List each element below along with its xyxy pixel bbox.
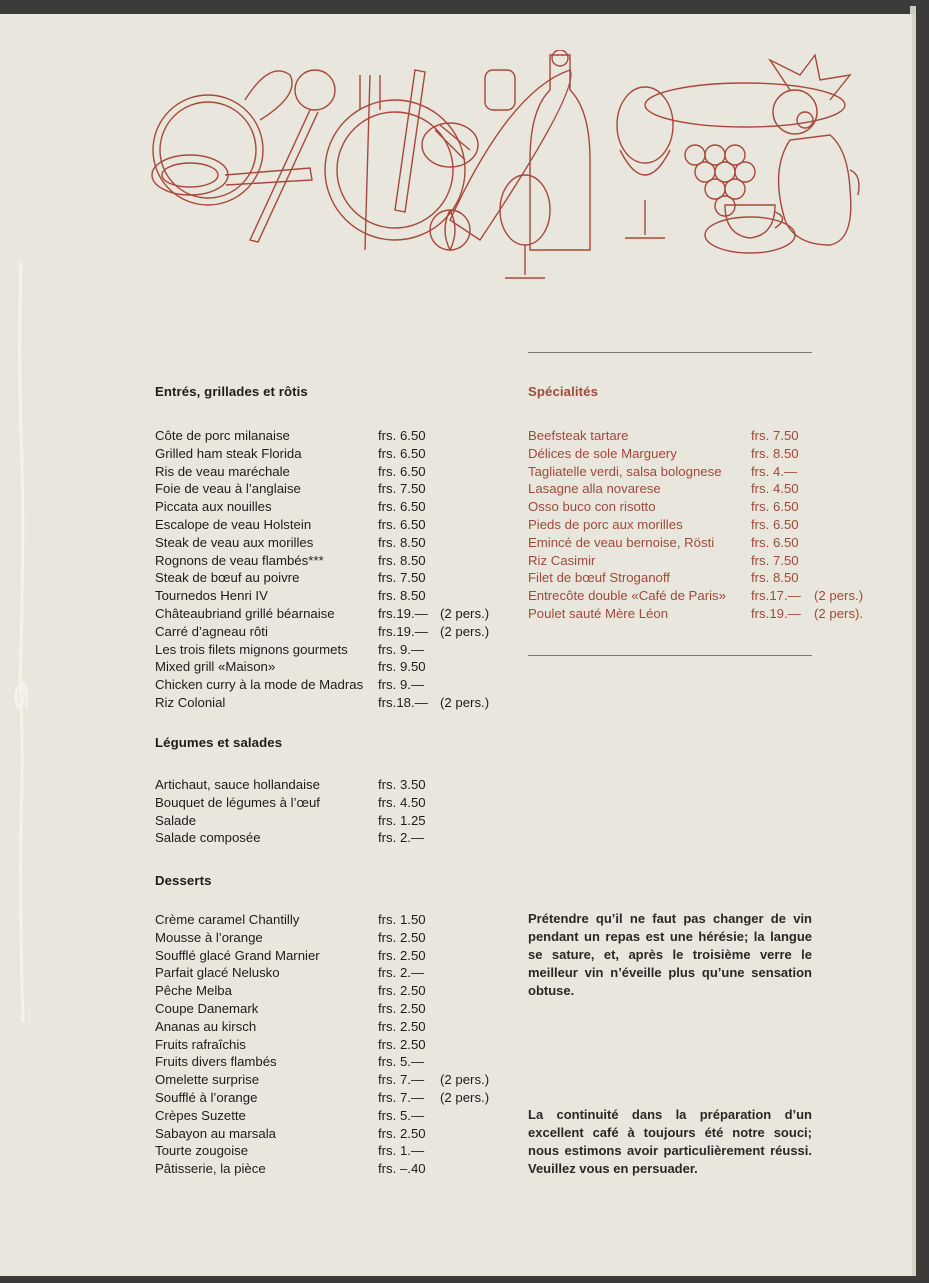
- menu-item-price: frs. 6.50: [751, 516, 799, 532]
- specialites-list: [528, 427, 878, 623]
- menu-item: [155, 1160, 515, 1178]
- menu-item-name: Riz Colonial: [155, 694, 226, 710]
- menu-item-name: Côte de porc milanaise: [155, 428, 290, 443]
- menu-page: [0, 14, 916, 1276]
- menu-item-price: frs. 9.50: [378, 659, 426, 675]
- menu-item-price: frs.18.—: [378, 694, 428, 710]
- menu-item-name: Tourte zougoise: [155, 1143, 249, 1159]
- binding-cord: [14, 262, 28, 1022]
- menu-item-name: Osso buco con risotto: [528, 499, 656, 515]
- menu-item-name: Sabayon au marsala: [155, 1125, 276, 1141]
- menu-item-name: Entrecôte double «Café de Paris»: [528, 588, 726, 604]
- menu-item: [528, 605, 878, 623]
- menu-item: [155, 829, 515, 847]
- menu-item-price: frs. 6.50: [378, 445, 426, 461]
- menu-item-name: Fruits rafraîchis: [155, 1036, 246, 1052]
- menu-item-price: frs. 7.50: [378, 481, 426, 497]
- menu-item-name: Ananas au kirsch: [155, 1018, 257, 1034]
- menu-item-price: frs. 1.—: [378, 1143, 425, 1159]
- menu-item: [155, 794, 515, 812]
- menu-item-name: Coupe Danemark: [155, 1000, 259, 1016]
- menu-item: [155, 1142, 515, 1160]
- menu-item-price: frs. 2.50: [378, 1018, 426, 1034]
- menu-item: [155, 964, 515, 982]
- menu-item-price: frs. 1.25: [378, 812, 426, 828]
- menu-item: [155, 982, 515, 1000]
- menu-item-price: frs. 5.—: [378, 1054, 425, 1070]
- menu-item-name: Mixed grill «Maison»: [155, 659, 276, 675]
- menu-item-price: frs. 6.50: [378, 463, 426, 479]
- menu-item-name: Escalope de veau Holstein: [155, 516, 312, 532]
- menu-item-price: frs. 6.50: [378, 516, 426, 532]
- menu-item-name: Pieds de porc aux morilles: [528, 516, 683, 532]
- menu-item-price: frs.19.—: [751, 605, 801, 621]
- menu-item-price: frs.19.—: [378, 605, 428, 621]
- menu-item: [155, 605, 515, 623]
- menu-item-name: Châteaubriand grillé béarnaise: [155, 605, 335, 621]
- menu-item-name: Délices de sole Marguery: [528, 445, 677, 461]
- section-title-legumes: Légumes et salades: [155, 735, 283, 750]
- menu-item-price: frs. 2.—: [378, 830, 425, 846]
- food-illustration: [150, 50, 860, 290]
- menu-item-name: Artichaut, sauce hollandaise: [155, 777, 320, 792]
- menu-item-price: frs. 8.50: [751, 445, 799, 461]
- menu-item-price: frs. 7.50: [751, 428, 799, 443]
- menu-item-name: Bouquet de légumes à l’œuf: [155, 794, 320, 810]
- menu-item: [528, 427, 878, 445]
- menu-item-price: frs. 6.50: [378, 499, 426, 515]
- menu-item-name: Piccata aux nouilles: [155, 499, 272, 515]
- menu-item-price: frs. 5.—: [378, 1107, 425, 1123]
- coffee-quote: La continuité dans la préparation d’un excellent café à toujours été notre souci; nous estimons avoir particulièrement réussi. Veuillez vous en persuader.: [528, 1107, 812, 1176]
- menu-item-price: frs. 2.—: [378, 965, 425, 981]
- section-title-specialites: Spécialités: [528, 384, 599, 399]
- menu-item-name: Lasagne alla novarese: [528, 481, 661, 497]
- menu-item: [155, 694, 515, 712]
- menu-item-name: Les trois filets mignons gourmets: [155, 641, 348, 657]
- menu-item-name: Filet de bœuf Stroganoff: [528, 570, 670, 586]
- menu-item-name: Rognons de veau flambés***: [155, 552, 324, 568]
- menu-item: [155, 1071, 515, 1089]
- divider-bottom: [528, 655, 812, 656]
- menu-item: [155, 1000, 515, 1018]
- menu-item: [155, 1036, 515, 1054]
- menu-item-price: frs. 9.—: [378, 641, 425, 657]
- menu-item-name: Crèpes Suzette: [155, 1107, 246, 1123]
- menu-item: [528, 516, 878, 534]
- menu-item: [155, 587, 515, 605]
- menu-item-price: frs.17.—: [751, 588, 801, 604]
- menu-item: [155, 552, 515, 570]
- menu-item-name: Soufflé à l’orange: [155, 1089, 258, 1105]
- menu-item: [528, 534, 878, 552]
- desserts-list: [155, 911, 515, 1178]
- menu-item-name: Riz Casimir: [528, 552, 596, 568]
- menu-item-price: frs. 7.50: [751, 552, 799, 568]
- menu-item-name: Fruits divers flambés: [155, 1054, 277, 1070]
- menu-item-price: frs. 4.50: [751, 481, 799, 497]
- menu-item: [155, 641, 515, 659]
- menu-item-note: (2 pers.): [440, 1072, 490, 1088]
- menu-item: [155, 480, 515, 498]
- menu-item-name: Pâtisserie, la pièce: [155, 1161, 266, 1177]
- menu-item: [155, 1107, 515, 1125]
- menu-item-price: frs. 6.50: [378, 428, 426, 443]
- menu-item-note: (2 pers.): [440, 1089, 490, 1105]
- menu-item: [155, 676, 515, 694]
- menu-item-note: (2 pers.): [440, 605, 490, 621]
- menu-item-name: Mousse à l’orange: [155, 929, 263, 945]
- menu-item: [155, 623, 515, 641]
- menu-item-name: Grilled ham steak Florida: [155, 445, 302, 461]
- menu-item-name: Tournedos Henri IV: [155, 588, 268, 604]
- wine-quote: Prétendre qu’il ne faut pas changer de vin pendant un repas est une hérésie; la langue se sature, et, après le troisième verre le meilleur vin n’éveille plus qu’une sensation obtuse.: [528, 911, 812, 998]
- menu-item: [155, 776, 515, 794]
- menu-item: [528, 587, 878, 605]
- menu-item-price: frs.19.—: [378, 623, 428, 639]
- menu-item-name: Steak de bœuf au poivre: [155, 570, 300, 586]
- menu-item: [155, 569, 515, 587]
- menu-item-price: frs. 8.50: [378, 534, 426, 550]
- menu-item: [155, 929, 515, 947]
- menu-item-price: frs. 8.50: [378, 588, 426, 604]
- menu-item-price: frs. 8.50: [751, 570, 799, 586]
- menu-item-price: frs. 4.—: [751, 463, 798, 479]
- menu-item-price: frs. 1.50: [378, 912, 426, 927]
- menu-item-price: frs. 9.—: [378, 677, 425, 693]
- menu-item: [528, 463, 878, 481]
- menu-item-price: frs. 2.50: [378, 1125, 426, 1141]
- menu-item-name: Emincé de veau bernoise, Rösti: [528, 534, 715, 550]
- menu-item-name: Soufflé glacé Grand Marnier: [155, 947, 320, 963]
- menu-item-price: frs. 2.50: [378, 929, 426, 945]
- menu-item: [155, 947, 515, 965]
- legumes-list: [155, 776, 515, 847]
- menu-item-price: frs. 2.50: [378, 1036, 426, 1052]
- menu-item: [155, 534, 515, 552]
- menu-item: [155, 516, 515, 534]
- menu-item-name: Beefsteak tartare: [528, 428, 629, 443]
- menu-item-note: (2 pers.): [814, 588, 864, 604]
- menu-item: [155, 498, 515, 516]
- menu-item: [155, 1018, 515, 1036]
- menu-item: [528, 445, 878, 463]
- menu-item: [155, 1125, 515, 1143]
- menu-item-name: Parfait glacé Nelusko: [155, 965, 280, 981]
- menu-item-name: Poulet sauté Mère Léon: [528, 605, 669, 621]
- menu-item: [155, 463, 515, 481]
- menu-item: [155, 445, 515, 463]
- menu-item: [155, 911, 515, 929]
- menu-item: [155, 812, 515, 830]
- menu-item: [528, 552, 878, 570]
- menu-item-name: Omelette surprise: [155, 1072, 260, 1088]
- section-title-entrees: Entrés, grillades et rôtis: [155, 384, 308, 399]
- section-title-desserts: Desserts: [155, 873, 212, 888]
- menu-item-name: Crème caramel Chantilly: [155, 912, 300, 927]
- menu-item-price: frs. 2.50: [378, 947, 426, 963]
- menu-item-name: Salade: [155, 812, 197, 828]
- menu-item-note: (2 pers.): [440, 623, 490, 639]
- menu-item-price: frs. 7.—: [378, 1089, 425, 1105]
- menu-item-price: frs. –.40: [378, 1161, 426, 1177]
- divider-top: [528, 352, 812, 353]
- menu-item-price: frs. 7.—: [378, 1072, 425, 1088]
- menu-item-name: Chicken curry à la mode de Madras: [155, 677, 364, 693]
- menu-item-name: Salade composée: [155, 830, 261, 846]
- menu-item: [155, 658, 515, 676]
- menu-item: [155, 427, 515, 445]
- menu-item: [528, 498, 878, 516]
- menu-item-price: frs. 3.50: [378, 777, 426, 792]
- menu-item-price: frs. 7.50: [378, 570, 426, 586]
- entrees-list: [155, 427, 515, 712]
- menu-item-price: frs. 6.50: [751, 499, 799, 515]
- menu-item-note: (2 pers).: [814, 605, 864, 621]
- menu-item-name: Pêche Melba: [155, 983, 232, 999]
- menu-item-name: Carré d’agneau rôti: [155, 623, 268, 639]
- menu-item-name: Tagliatelle verdi, salsa bolognese: [528, 463, 722, 479]
- menu-item: [528, 480, 878, 498]
- menu-item-price: frs. 6.50: [751, 534, 799, 550]
- menu-item-price: frs. 8.50: [378, 552, 426, 568]
- menu-item: [155, 1089, 515, 1107]
- menu-item-note: (2 pers.): [440, 694, 490, 710]
- menu-item-name: Ris de veau maréchale: [155, 463, 290, 479]
- menu-item-price: frs. 2.50: [378, 983, 426, 999]
- menu-item-name: Steak de veau aux morilles: [155, 534, 314, 550]
- menu-item: [155, 1053, 515, 1071]
- menu-item-name: Foie de veau à l’anglaise: [155, 481, 301, 497]
- menu-item: [528, 569, 878, 587]
- menu-item-price: frs. 2.50: [378, 1000, 426, 1016]
- menu-item-price: frs. 4.50: [378, 794, 426, 810]
